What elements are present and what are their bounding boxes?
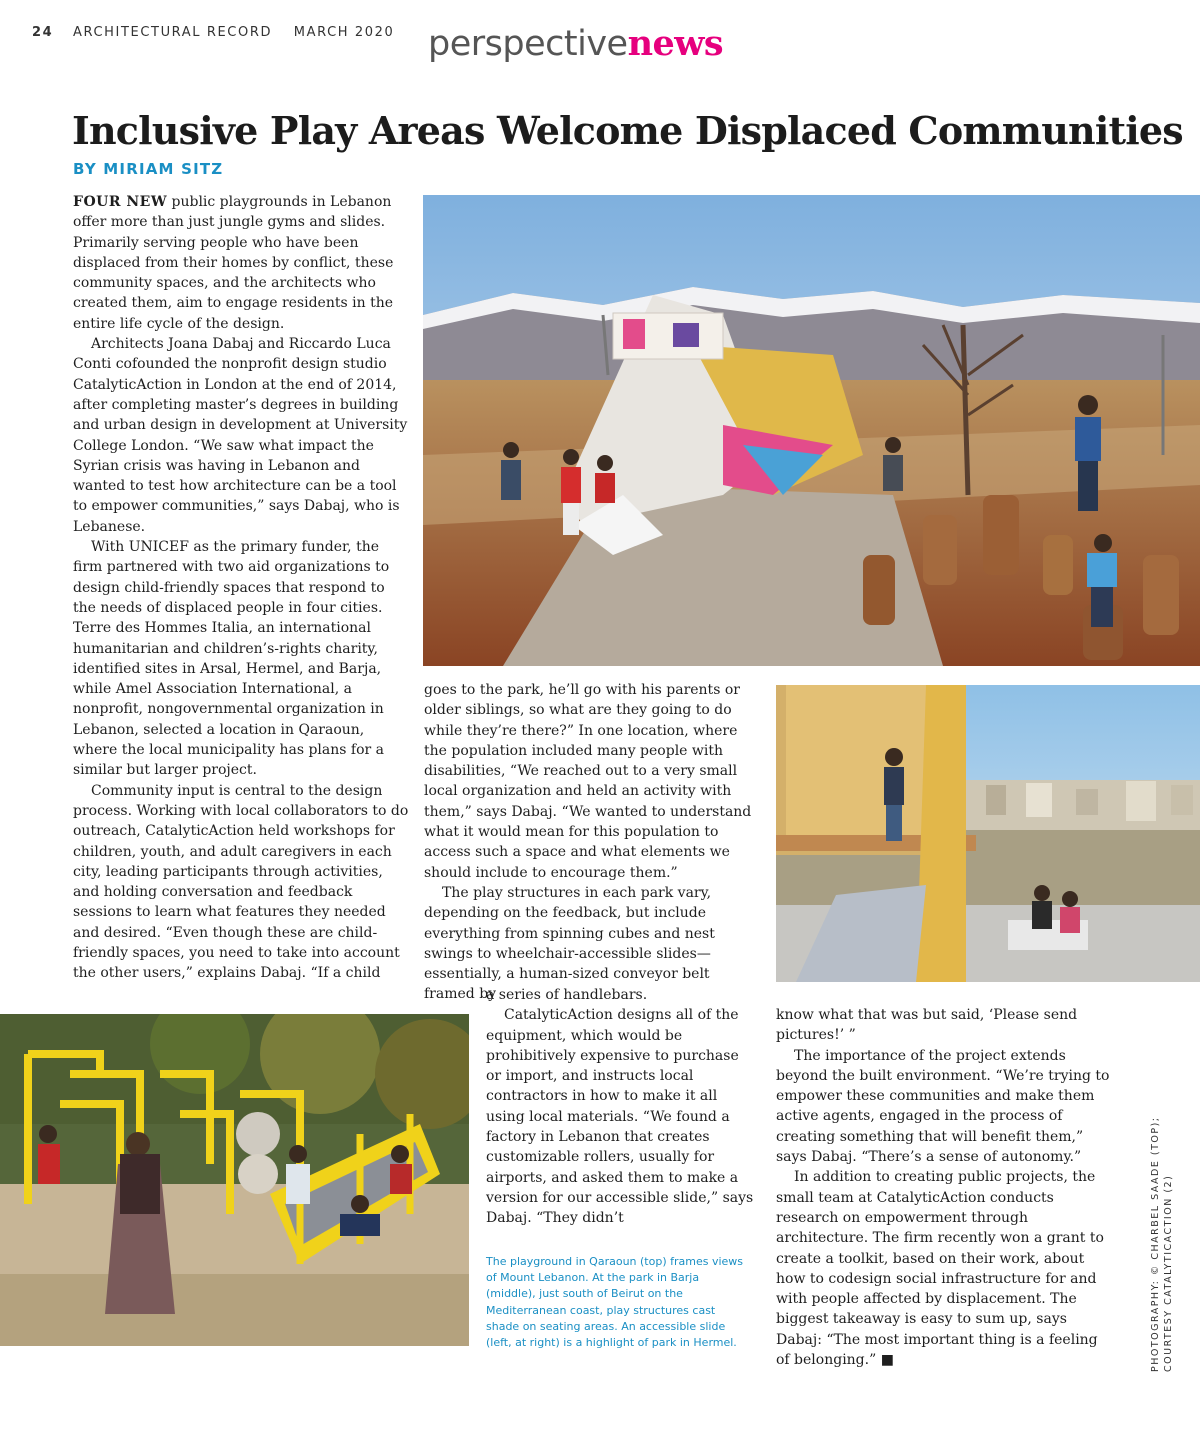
byline: BY MIRIAM SITZ [73, 160, 224, 178]
body-column-2 [424, 680, 752, 1005]
body-column-1 [73, 192, 409, 984]
section-label [428, 22, 723, 66]
paragraph: Community input is central to the design process. Working with local collaborators to do outreach, CatalyticAction held workshops for children, youth, and adult caregivers in each city, leading participants through activities, and holding conversation and feedback sessions to learn what features they needed and desired. “Even though these are child-friendly spaces, you need to take into account the other users,” explains Dabaj. “If a child [73, 782, 409, 982]
paragraph: goes to the park, he’ll go with his parents or older siblings, so what are they going to do while they’re there?” In one location, where the population included many people with disabilities, “We reached out to a very small local organization and held an activity with them,” says Dabaj. “We wanted to understand what it would mean for this population to access such a space and what elements we should include to encourage them.” [424, 682, 752, 881]
body-column-4 [776, 1005, 1112, 1370]
paragraph: know what that was but said, ‘Please send pictures!’ ” [776, 1007, 1078, 1044]
photo-illustration [0, 1014, 469, 1346]
lead-in: FOUR NEW [73, 194, 168, 210]
body-column-3 [486, 985, 756, 1229]
photo-credit-line: COURTESY CATALYTICACTION (2) [1163, 1174, 1174, 1372]
section-label-bold: news [627, 23, 724, 64]
paragraph: Architects Joana Dabaj and Riccardo Luca Conti cofounded the nonprofit design studio CatalyticAction in London at the end of 2014, after completing master’s degrees in building and urban design in development at University College London. “We saw what impact the Syrian crisis was having in Lebanon and wanted to test how architecture can be a tool to empower communities,” says Dabaj, who is Lebanese. [73, 336, 408, 535]
paragraph-text: public playgrounds in Lebanon offer more than just jungle gyms and slides. Primarily serving people who have been displaced from their homes by conflict, these community spaces, and the architects who created them, aim to engage residents in the entire life cycle of the design. [73, 194, 394, 332]
page-number: 24 [32, 25, 54, 40]
photo-barja-playground [776, 685, 1200, 982]
photo-credit [1149, 1117, 1175, 1373]
section-label-light: perspective [428, 24, 628, 64]
paragraph: The importance of the project extends beyond the built environment. “We’re trying to empower these communities and make them active agents, engaged in the process of creating something that will benefit them,” says Dabaj. “There’s a sense of autonomy.” [776, 1047, 1110, 1166]
paragraph: CatalyticAction designs all of the equipment, which would be prohibitively expensive to purchase or import, and instructs local contractors in how to make it all using local materials. “We found a factory in Lebanon that creates customizable rollers, usually for airports, and asked them to make a version for our accessible slide,” says Dabaj. “They didn’t [486, 1007, 754, 1227]
end-mark-icon: ■ [880, 1352, 894, 1369]
photo-credit-line: PHOTOGRAPHY: © CHARBEL SAADE (TOP); [1150, 1116, 1161, 1372]
article-headline: Inclusive Play Areas Welcome Displaced Communities [72, 108, 1183, 153]
paragraph: The play structures in each park vary, depending on the feedback, but include everything from spinning cubes and nest swings to wheelchair-accessible slides—essentially, a human-sized conveyor belt framed by [424, 884, 715, 1003]
paragraph-text: In addition to creating public projects, the small team at CatalyticAction conducts research on empowerment through architecture. The firm recently won a grant to create a toolkit, based on their work, about how to codesign social infrastructure for and with people affected by displacement. The biggest takeaway is easy to sum up, says Dabaj: “The most important thing is a feeling of belonging.” [776, 1169, 1104, 1369]
photo-qaraoun-playground [423, 195, 1200, 666]
paragraph: With UNICEF as the primary funder, the firm partnered with two aid organizations to design child-friendly spaces that respond to the needs of displaced people in four cities. Terre des Hommes Italia, an international humanitarian and children’s-rights charity, identified sites in Arsal, Hermel, and Barja, while Amel Association International, a nonprofit, nongovernmental organization in Lebanon, selected a location in Qaraoun, where the local municipality has plans for a similar but larger project. [73, 539, 390, 779]
photo-caption: The playground in Qaraoun (top) frames views of Mount Lebanon. At the park in Barja (middle), just south of Beirut on the Mediterranean coast, play structures cast shade on seating areas. An accessible slide (left, at right) is a highlight of park in Hermel. [486, 1255, 744, 1350]
issue-date: MARCH 2020 [293, 25, 395, 40]
photo-illustration [423, 195, 1200, 666]
publication-name: ARCHITECTURAL RECORD [73, 25, 273, 40]
photo-hermel-slide [0, 1014, 469, 1346]
paragraph [776, 1167, 1112, 1370]
paragraph: a series of handlebars. [486, 987, 648, 1003]
paragraph [73, 192, 409, 334]
photo-illustration [776, 685, 1200, 982]
page-header [32, 25, 394, 40]
